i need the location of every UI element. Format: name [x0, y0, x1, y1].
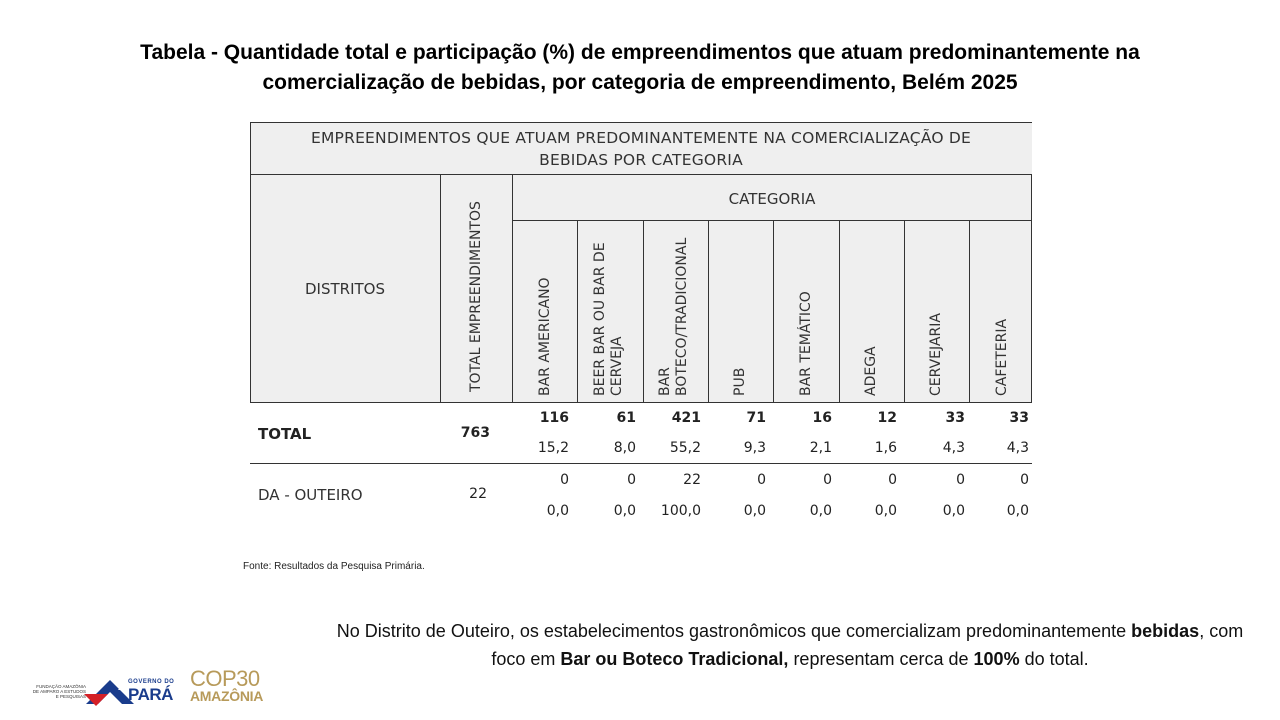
header-cat-beer-bar: BEER BAR OU BAR DE CERVEJA: [592, 242, 625, 396]
header-cat-boteco: BAR BOTECO/TRADICIONAL: [657, 237, 690, 396]
cell-count: 421: [671, 410, 701, 426]
cell-percent: 0,0: [613, 503, 636, 519]
note-bold: 100%: [973, 649, 1020, 669]
cell-percent: 0,0: [1006, 503, 1029, 519]
cell-count: 33: [1009, 410, 1029, 426]
cell-percent: 2,1: [809, 440, 832, 456]
note-text: No Distrito de Outeiro, os estabelecimentos gastronômicos que comercializam predominantemente: [336, 621, 1132, 641]
cell-count: 12: [877, 410, 897, 426]
cell-count: 116: [539, 410, 569, 426]
note-text: do total.: [1019, 649, 1089, 669]
cell-percent: 15,2: [537, 440, 569, 456]
table-banner: EMPREENDIMENTOS QUE ATUAM PREDOMINANTEMENTE NA COMERCIALIZAÇÃO DE BEBIDAS POR CATEGORIA: [310, 129, 972, 169]
cell-percent: 1,6: [874, 440, 897, 456]
data-table: [250, 122, 1032, 522]
row-total-value: 763: [460, 425, 490, 441]
cell-count: 0: [823, 472, 832, 488]
note-text: , com foco em: [491, 621, 1244, 669]
cell-count: 16: [812, 410, 832, 426]
header-categoria: CATEGORIA: [728, 190, 816, 208]
header-cat-cervejaria: CERVEJARIA: [928, 313, 944, 396]
summary-note: [320, 617, 1260, 673]
cell-count: 22: [683, 472, 701, 488]
fapespa-logo: FUNDAÇÃO AMAZÔNIA DE AMPARO A ESTUDOS E PESQUISAS: [32, 684, 86, 699]
cell-percent: 0,0: [809, 503, 832, 519]
header-cat-cafeteria: CAFETERIA: [994, 318, 1010, 396]
source-note: Fonte: Resultados da Pesquisa Primária.: [243, 561, 425, 572]
cell-percent: 8,0: [613, 440, 636, 456]
header-cat-pub: PUB: [732, 367, 748, 396]
footer-logos: [30, 660, 280, 720]
cell-percent: 0,0: [546, 503, 569, 519]
cell-count: 61: [616, 410, 636, 426]
cell-count: 0: [627, 472, 636, 488]
cell-count: 71: [746, 410, 766, 426]
cell-percent: 0,0: [942, 503, 965, 519]
cell-percent: 0,0: [874, 503, 897, 519]
cell-count: 33: [945, 410, 965, 426]
note-bold: Bar ou Boteco Tradicional,: [560, 649, 789, 669]
amazonia-logo: AMAZÔNIA: [190, 688, 264, 704]
cell-count: 0: [560, 472, 569, 488]
header-total-empreendimentos: TOTAL EMPREENDIMENTOS: [468, 201, 484, 392]
header-distritos: DISTRITOS: [305, 280, 385, 298]
row-label-total: TOTAL: [258, 425, 312, 443]
row-label-outeiro: DA - OUTEIRO: [258, 486, 363, 504]
header-cat-bar-tematico: BAR TEMÁTICO: [798, 291, 814, 396]
cell-count: 0: [888, 472, 897, 488]
governo-text: GOVERNO DO: [128, 679, 175, 685]
para-text: PARÁ: [128, 685, 173, 704]
note-bold: bebidas: [1131, 621, 1200, 641]
cell-percent: 55,2: [669, 440, 701, 456]
cell-percent: 4,3: [1006, 440, 1029, 456]
cell-percent: 100,0: [660, 503, 701, 519]
cell-percent: 9,3: [743, 440, 766, 456]
header-cat-adega: ADEGA: [863, 346, 879, 396]
header-cat-bar-americano: BAR AMERICANO: [537, 277, 553, 396]
cell-count: 0: [757, 472, 766, 488]
cell-count: 0: [956, 472, 965, 488]
note-text: representam cerca de: [788, 649, 974, 669]
cell-percent: 0,0: [743, 503, 766, 519]
cop30-logo: COP30: [190, 666, 260, 691]
cell-percent: 4,3: [942, 440, 965, 456]
cell-count: 0: [1020, 472, 1029, 488]
page-title: Tabela - Quantidade total e participação (%) de empreendimentos que atuam predominantemente na comercialização de bebidas, por categoria de empreendimento, Belém 2025: [140, 41, 1140, 94]
row-outeiro-total: 22: [469, 486, 487, 502]
